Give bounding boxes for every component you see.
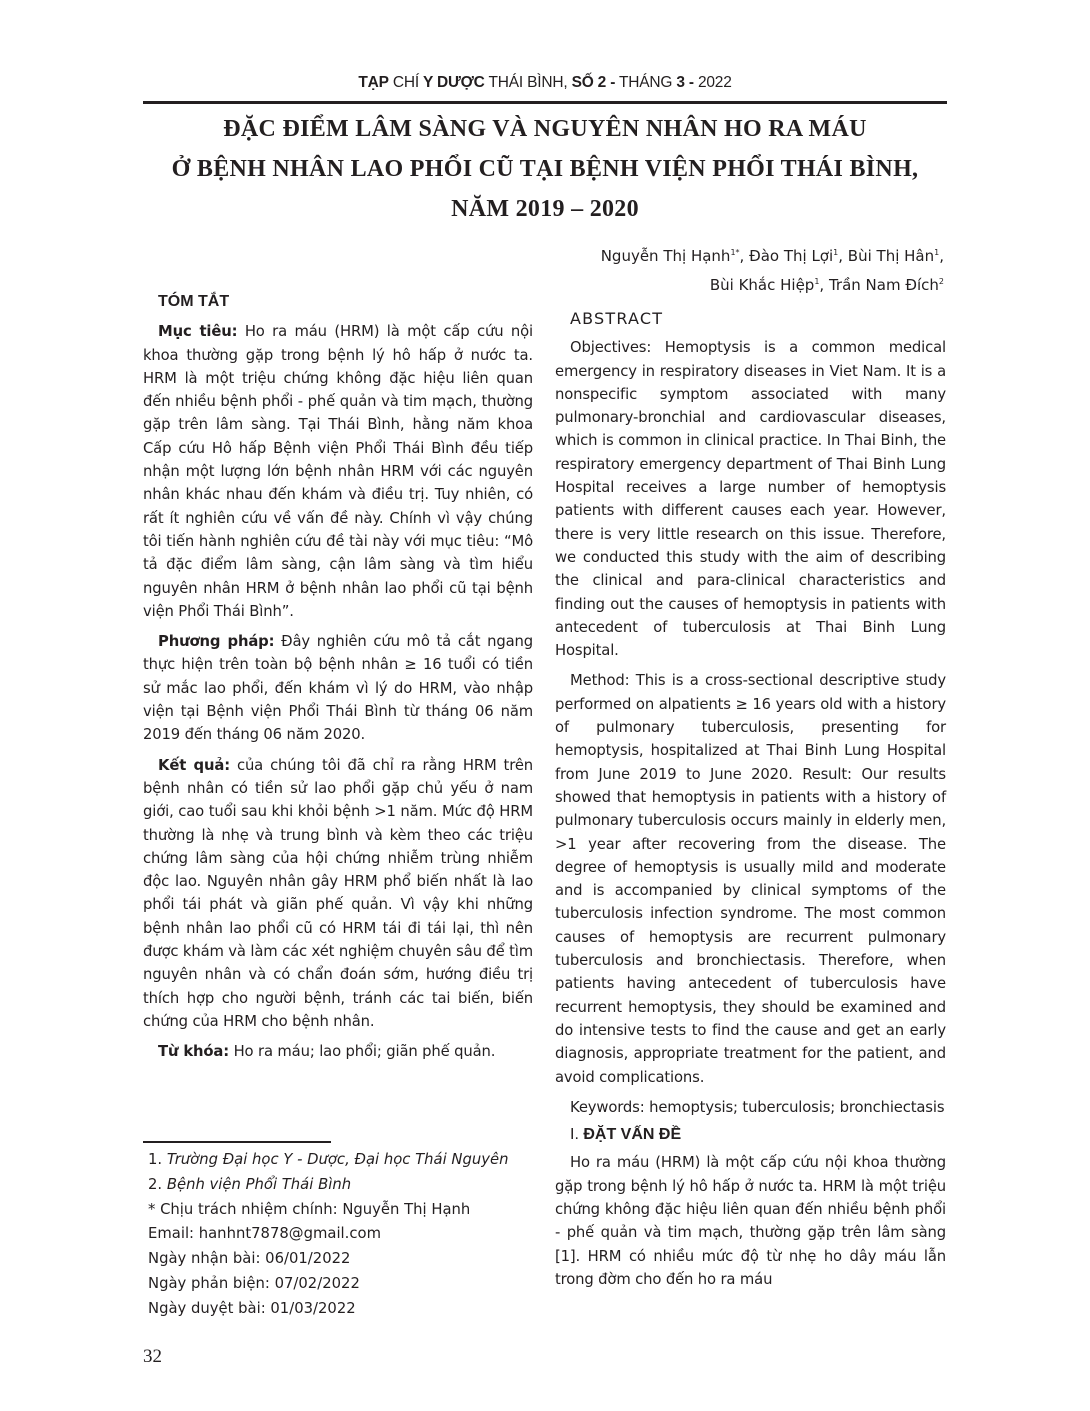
affiliation-2 — [148, 1173, 508, 1198]
author-name: Bùi Khắc Hiệp — [709, 276, 815, 294]
method-label: Phương pháp: — [158, 633, 275, 651]
article-title-line-1 — [100, 116, 990, 143]
section-numeral: I. — [570, 1126, 584, 1144]
abstract-keywords: Keywords: hemoptysis; tuberculosis; bronchiectasis — [570, 1098, 945, 1116]
running-head-part: THÁI BÌNH, — [484, 74, 572, 91]
running-head-part: THÁNG — [615, 74, 677, 91]
running-head-part: CHÍ — [388, 74, 424, 91]
abstract-heading: ABSTRACT — [570, 309, 664, 328]
affiliation-marker: 2 — [938, 277, 944, 286]
affiliation-marker: 1 — [934, 248, 940, 257]
running-head-month: 3 - — [676, 74, 694, 91]
footnote-rule — [143, 1141, 331, 1143]
affiliation-marker: 1 — [814, 277, 820, 286]
summary-result — [143, 754, 533, 1034]
author-list — [601, 240, 944, 298]
title-text: ĐẶC ĐIỂM LÂM SÀNG VÀ NGUYÊN NHÂN HO RA MÁU — [223, 116, 867, 142]
date-accepted: Ngày duyệt bài: 01/03/2022 — [148, 1299, 356, 1317]
author-name: Đào Thị Lợi — [749, 247, 834, 265]
section-title: ĐẶT VẤN ĐỀ — [583, 1126, 682, 1144]
abstract-objectives: Objectives: Hemoptysis is a common medical emergency in respiratory diseases in Viet Nam. It is a nonspecific symptom associated with many pulmonary-bronchial and cardiovascular diseases, which is common in clinical practice. In Thai Binh, the respiratory emergency department of Thai Binh Lung Hospital receives a large number of hemoptysis patients with different causes each year. However, there is very little research on this issue. Therefore, we conducted this study with the aim of describing the clinical and para-clinical characteristics and finding out the causes of hemoptysis in patients with antecedent of tuberculosis at Thai Binh Lung Hospital. — [555, 339, 946, 660]
introduction-text: Ho ra máu (HRM) là một cấp cứu nội khoa thường gặp trong bệnh lý hô hấp ở nước ta. HRM là một triệu chứng không đặc hiệu liên quan đến nhiều bệnh phổi - phế quản và tim mạch, thường gặp trên lâm sàng [1]. HRM có nhiều mức độ từ nhẹ ho dây máu lẫn trong đờm cho đến ho ra máu — [555, 1154, 946, 1288]
keywords-text: Ho ra máu; lao phổi; giãn phế quản. — [229, 1043, 496, 1061]
affiliation-number: 2. — [148, 1175, 167, 1193]
running-head-issue: SỐ 2 - — [571, 74, 616, 91]
author-line-2: Bùi Khắc Hiệp$^1$, Trần Nam Đích$^2$ — [709, 276, 944, 294]
author-name: Trần Nam Đích — [828, 276, 939, 294]
english-abstract-column — [555, 307, 946, 1298]
introduction-heading — [570, 1123, 946, 1146]
article-title-line-2 — [100, 156, 990, 183]
title-text: NĂM 2019 – 2020 — [451, 196, 639, 222]
running-head-part: TẠP — [358, 74, 389, 91]
vietnamese-summary-column — [143, 290, 533, 1071]
article-title-line-3 — [100, 196, 990, 223]
running-head-part: Y DƯỢC — [423, 74, 485, 91]
affiliation-1 — [148, 1148, 508, 1173]
footnotes — [148, 1148, 508, 1322]
running-head — [0, 74, 1090, 92]
result-text: của chúng tôi đã chỉ ra rằng HRM trên bệnh nhân có tiền sử lao phổi gặp chủ yếu ở nam giới, cao tuổi sau khi khỏi bệnh >1 năm. Mức độ HRM thường là nhẹ và trung bình và kèm theo các triệu chứng lâm sàng của hội chứng nhiễm trùng nhiễm độc lao. Nguyên nhân gây HRM phổ biến nhất là lao phổi tái phát và giãn phế quản. Vì vậy khi những bệnh nhân lao phổi cũ có HRM tái đi tái lại, thì nên được khám và làm các xét nghiệm chuyên sâu để tìm nguyên nhân và có chẩn đoán sớm, hướng điều trị thích hợp cho người bệnh, tránh các tai biến, biến chứng của HRM cho bệnh nhân. — [143, 756, 533, 1030]
title-text: Ở BỆNH NHÂN LAO PHỔI CŨ TẠI BỆNH VIỆN PHỔI THÁI BÌNH, — [171, 156, 919, 182]
abstract-method-result: Method: This is a cross-sectional descriptive study performed on alpatients ≥ 16 years old with a history of pulmonary tuberculosis, presenting for hemoptysis, hospitalized at Thai Binh Lung Hospital from June 2019 to June 2020. Result: Our results showed that hemoptysis in patients with a history of pulmonary tuberculosis occurs mainly in elderly men, >1 year after recovering from the disease. The degree of hemoptysis is usually mild and moderate and is accompanied by clinical symptoms of the tuberculosis infection syndrome. The most common causes of hemoptysis are recurrent pulmonary tuberculosis and bronchiectasis. Therefore, when patients having antecedent of tuberculosis have recurrent hemoptysis, they should be examined and do intensive tests to find the cause and get an early diagnosis, appropriate treatment for the patient, and avoid complications. — [555, 672, 946, 1086]
author-line-1: Nguyễn Thị Hạnh$^{1*}$, Đào Thị Lợi$^1$, Bùi Thị Hân$^1$, — [600, 247, 944, 265]
summary-heading: TÓM TẮT — [158, 293, 230, 310]
affiliation-text: Bệnh viện Phổi Thái Bình — [166, 1175, 352, 1193]
summary-objective — [143, 320, 533, 623]
result-label: Kết quả: — [158, 756, 230, 774]
running-head-year: 2022 — [693, 74, 732, 91]
affiliation-text: Trường Đại học Y - Dược, Đại học Thái Nguyên — [166, 1151, 509, 1168]
email: Email: hanhnt7878@gmail.com — [148, 1225, 381, 1243]
affiliation-number: 1. — [148, 1151, 167, 1168]
affiliation-marker: 1* — [730, 248, 740, 257]
summary-keywords — [143, 1040, 533, 1063]
summary-method — [143, 630, 533, 746]
date-reviewed: Ngày phản biện: 07/02/2022 — [148, 1274, 360, 1292]
affiliation-marker: 1 — [833, 248, 839, 257]
corresponding-author: * Chịu trách nhiệm chính: Nguyễn Thị Hạnh — [148, 1200, 471, 1218]
objective-label: Mục tiêu: — [158, 323, 238, 341]
keywords-label: Từ khóa: — [158, 1043, 230, 1061]
author-name: Nguyễn Thị Hạnh — [600, 247, 731, 265]
method-text: Đây nghiên cứu mô tả cắt ngang thực hiện trên toàn bộ bệnh nhân ≥ 16 tuổi có tiền sử mắc lao phổi, đến khám vì lý do HRM, vào nhập viện tại Bệnh viện Phổi Thái Bình từ tháng 06 năm 2019 đến tháng 06 năm 2020. — [143, 633, 533, 744]
author-name: Bùi Thị Hân — [847, 247, 935, 265]
objective-text: Ho ra máu (HRM) là một cấp cứu nội khoa thường gặp trong bệnh lý hô hấp ở nước ta. HRM là một triệu chứng không đặc hiệu liên quan đến nhiều bệnh phổi - phế quản và tim mạch, thường gặp trên lâm sàng. Tại Thái Bình, hằng năm khoa Cấp cứu Hô hấp Bệnh viện Phổi Thái Bình đều tiếp nhận một lượng lớn bệnh nhân HRM với các nguyên nhân khác nhau đến khám và điều trị. Tuy nhiên, có rất ít nghiên cứu về vấn đề này. Chính vì vậy chúng tôi tiến hành nghiên cứu đề tài này với mục tiêu: “Mô tả đặc điểm lâm sàng, cận lâm sàng và tìm hiểu nguyên nhân HRM ở bệnh nhân lao phổi cũ tại bệnh viện Phổi Thái Bình”. — [143, 323, 533, 620]
header-rule — [143, 101, 947, 104]
date-received: Ngày nhận bài: 06/01/2022 — [148, 1250, 351, 1268]
page-number: 32 — [143, 1346, 162, 1367]
